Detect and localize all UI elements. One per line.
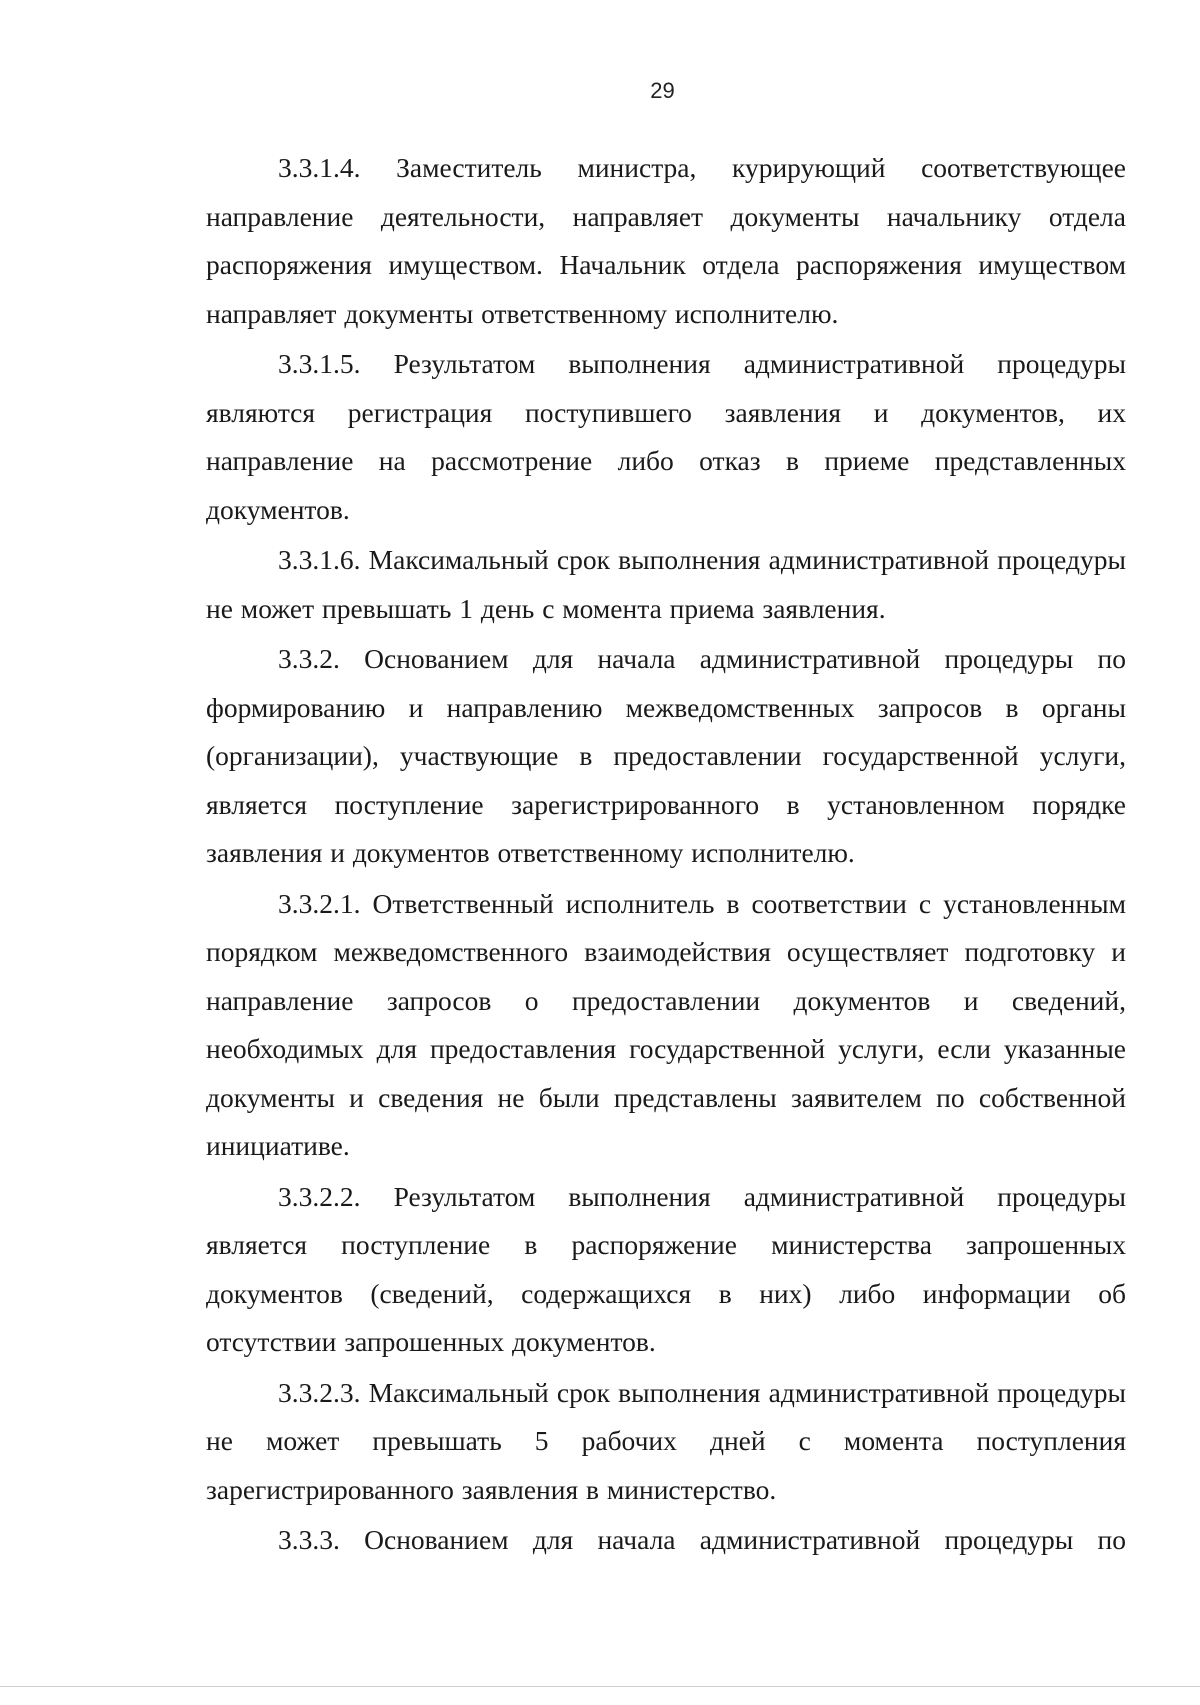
- paragraph-3-3-1-6: 3.3.1.6. Максимальный срок выполнения административной процедуры не может превышать 1 день с момента приема заявления.: [206, 544, 1126, 624]
- paragraph-3-3-1-5: 3.3.1.5. Результатом выполнения административной процедуры являются регистрация поступившего заявления и документов, их направление на рассмотрение либо отказ в приеме представленных документов.: [206, 348, 1126, 525]
- paragraph-3-3-1-4: 3.3.1.4. Заместитель министра, курирующий соответствующее направление деятельности, направляет документы начальнику отдела распоряжения имуществом. Начальник отдела распоряжения имуществом направляет документы ответственному исполнителю.: [206, 152, 1126, 329]
- paragraph-3-3-2: 3.3.2. Основанием для начала административной процедуры по формированию и направлению межведомственных запросов в органы (организации), участвующие в предоставлении государственной услуги, является поступление зарегистрированного в установленном порядке заявления и документов ответственному исполнителю.: [206, 643, 1126, 868]
- page-number: 29: [650, 78, 675, 103]
- paragraph-3-3-2-1: 3.3.2.1. Ответственный исполнитель в соответствии с установленным порядком межведомственного взаимодействия осуществляет подготовку и направление запросов о предоставлении документов и сведений, необходимых для предоставления государственной услуги, если указанные документы и сведения не были представлены заявителем по собственной инициативе.: [206, 887, 1126, 1161]
- paragraph-3-3-2-3: 3.3.2.3. Максимальный срок выполнения административной процедуры не может превышать 5 рабочих дней с момента поступления зарегистрированного заявления в министерство.: [206, 1376, 1126, 1505]
- paragraph-3-3-3: 3.3.3. Основанием для начала административной процедуры по: [278, 1524, 1126, 1555]
- document-body: [206, 144, 1126, 1567]
- paragraph-3-3-2-2: 3.3.2.2. Результатом выполнения административной процедуры является поступление в распоряжение министерства запрошенных документов (сведений, содержащихся в них) либо информации об отсутствии запрошенных документов.: [206, 1180, 1126, 1357]
- scan-edge-line: [0, 1686, 1200, 1687]
